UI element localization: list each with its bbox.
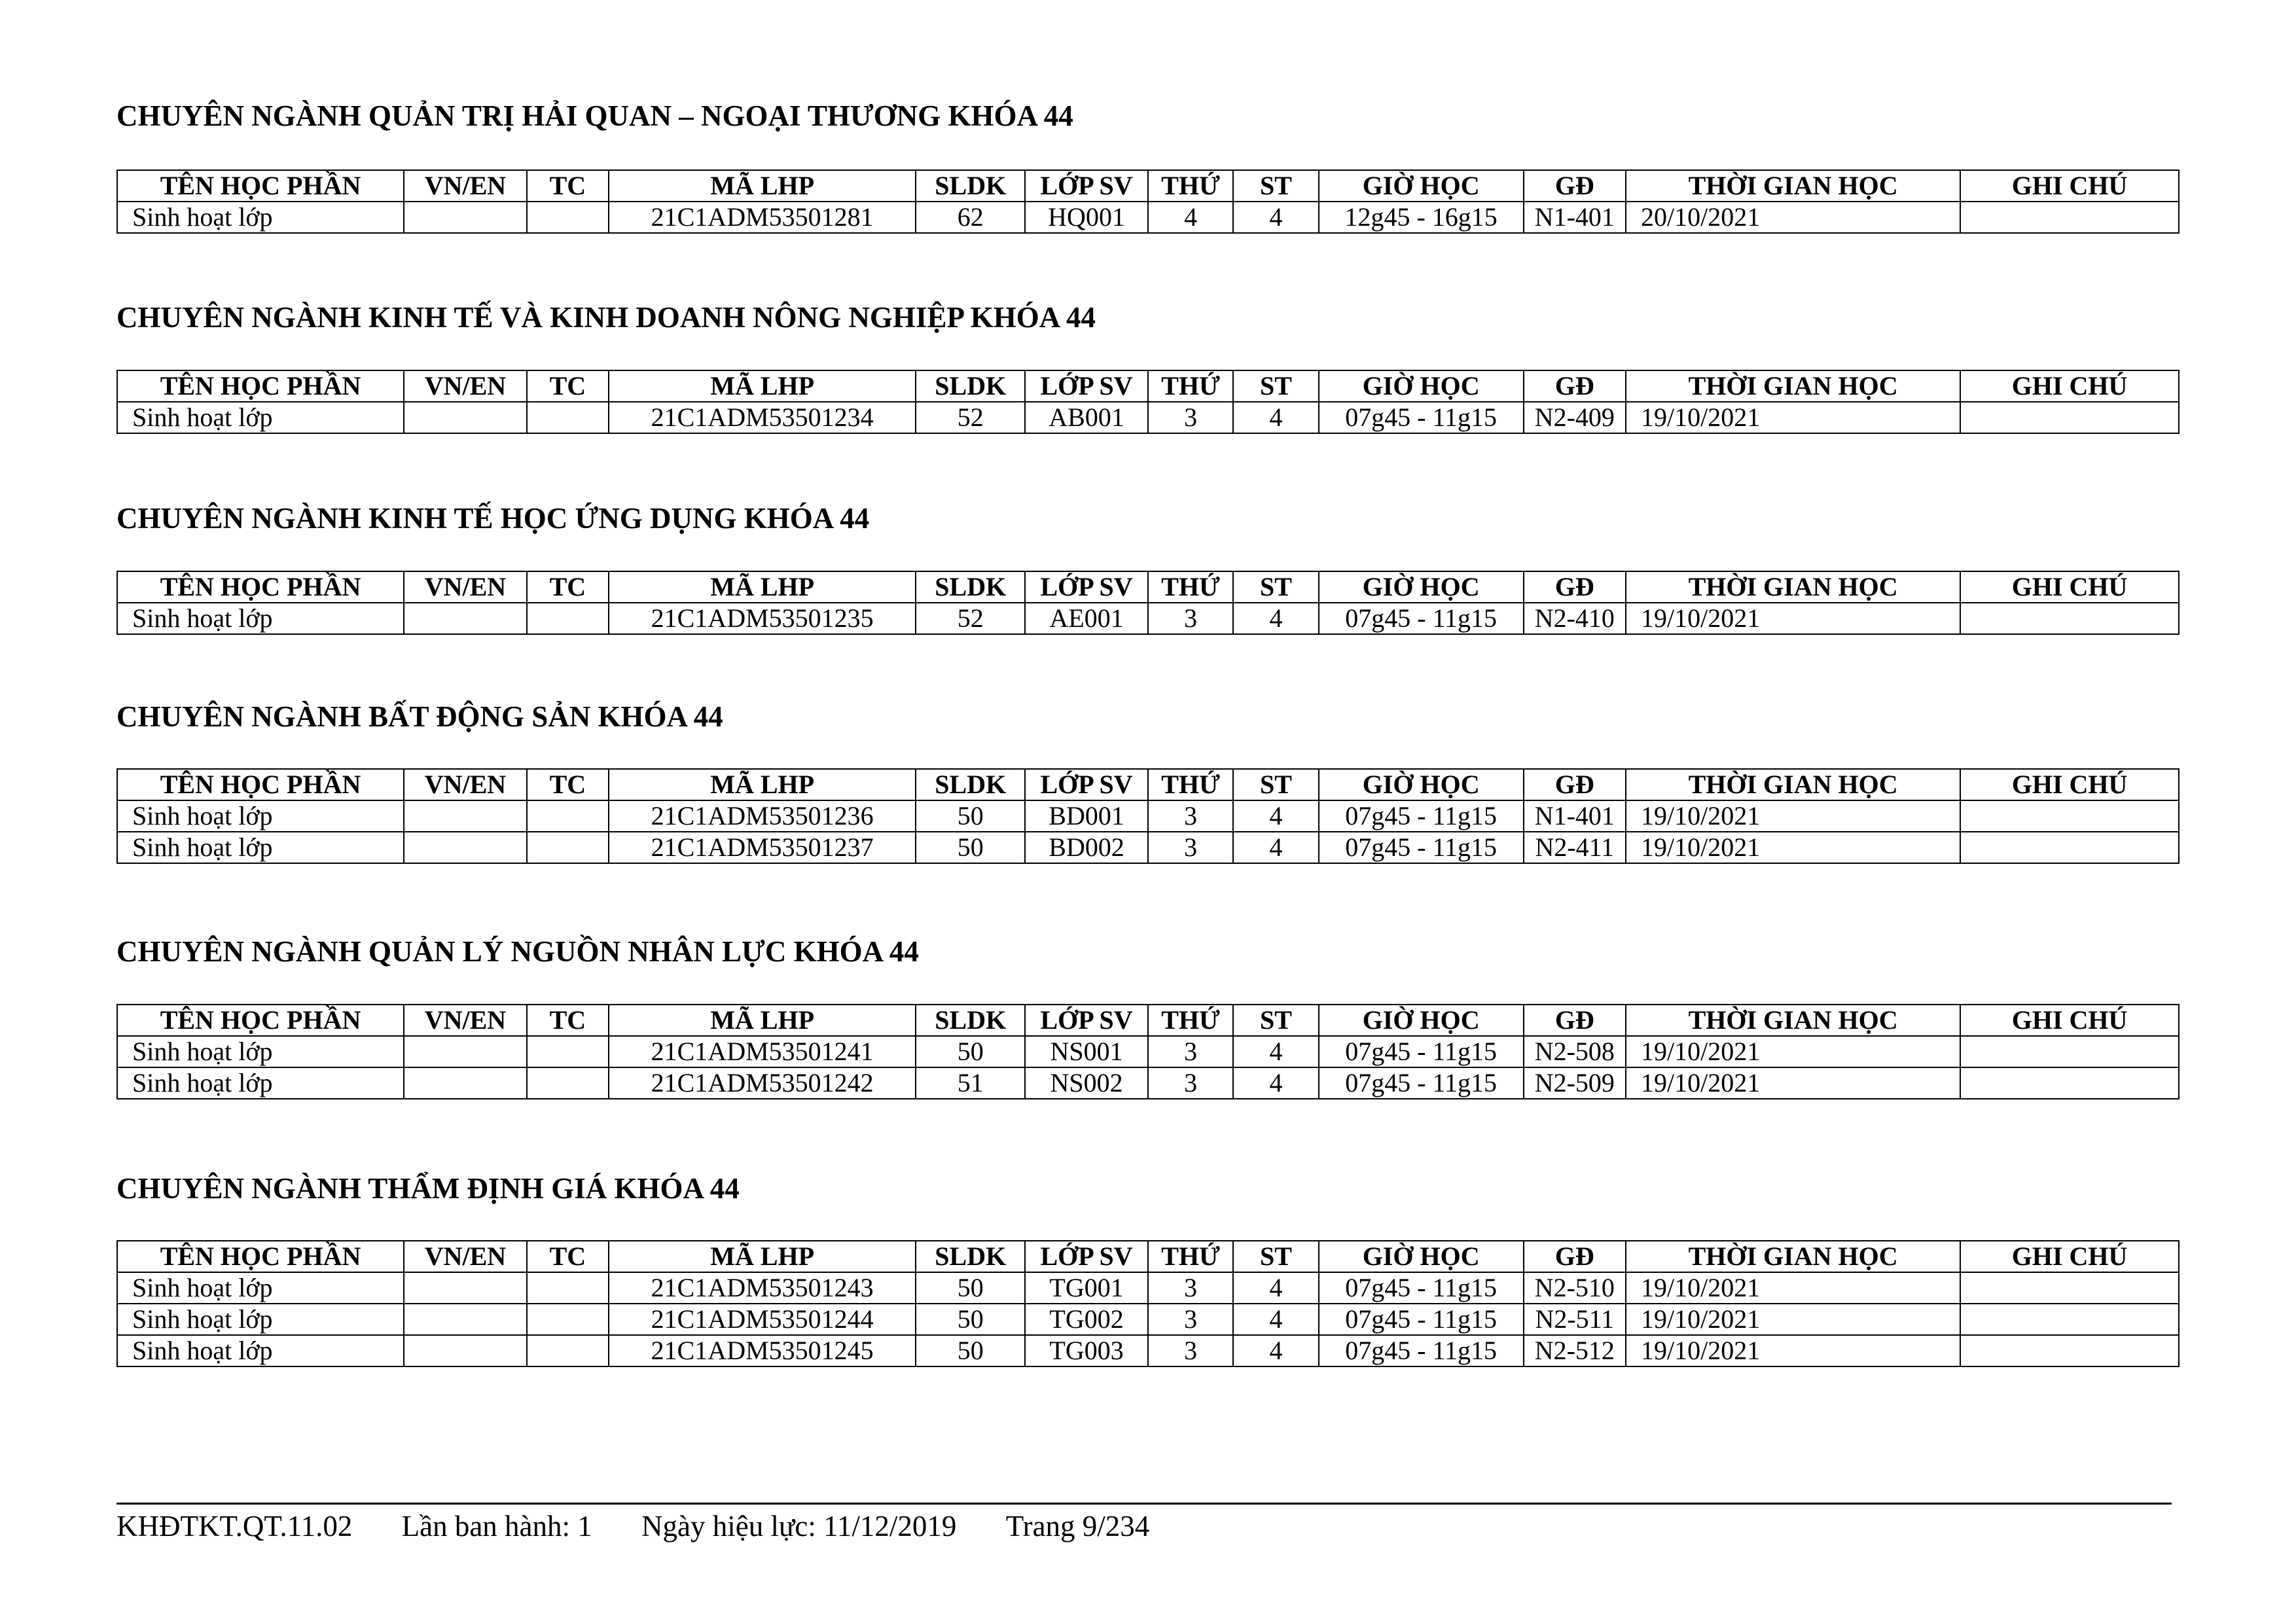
cell-course-name: Sinh hoạt lớp xyxy=(117,832,404,863)
column-header-study-date: THỜI GIAN HỌC xyxy=(1626,571,1960,603)
column-header-periods: ST xyxy=(1233,370,1318,402)
column-header-course-name: TÊN HỌC PHẦN xyxy=(117,1241,404,1272)
cell-course-name: Sinh hoạt lớp xyxy=(117,1304,404,1335)
cell-weekday: 3 xyxy=(1148,800,1233,832)
column-header-language: VN/EN xyxy=(404,571,527,603)
column-header-course-name: TÊN HỌC PHẦN xyxy=(117,571,404,603)
cell-weekday: 3 xyxy=(1148,1304,1233,1335)
column-header-room: GĐ xyxy=(1524,571,1626,603)
cell-credits xyxy=(527,1272,609,1304)
cell-language xyxy=(404,1067,527,1099)
cell-weekday: 3 xyxy=(1148,1335,1233,1366)
cell-class-time: 12g45 - 16g15 xyxy=(1319,202,1524,233)
column-header-credits: TC xyxy=(527,571,609,603)
cell-credits xyxy=(527,1304,609,1335)
cell-credits xyxy=(527,202,609,233)
column-header-class-code: MÃ LHP xyxy=(609,170,916,202)
cell-periods: 4 xyxy=(1233,1335,1318,1366)
cell-class-code: 21C1ADM53501244 xyxy=(609,1304,916,1335)
page-footer xyxy=(117,1508,1149,1544)
cell-class-code: 21C1ADM53501235 xyxy=(609,603,916,634)
cell-language xyxy=(404,1304,527,1335)
cell-student-class: TG002 xyxy=(1025,1304,1148,1335)
column-header-course-name: TÊN HỌC PHẦN xyxy=(117,1005,404,1036)
section-title: CHUYÊN NGÀNH QUẢN LÝ NGUỒN NHÂN LỰC KHÓA 44 xyxy=(117,935,919,968)
column-header-notes: GHI CHÚ xyxy=(1960,1005,2179,1036)
cell-notes xyxy=(1960,202,2179,233)
cell-study-date: 19/10/2021 xyxy=(1626,1272,1960,1304)
cell-student-class: AE001 xyxy=(1025,603,1148,634)
column-header-periods: ST xyxy=(1233,1005,1318,1036)
column-header-weekday: THỨ xyxy=(1148,571,1233,603)
column-header-room: GĐ xyxy=(1524,1241,1626,1272)
column-header-class-code: MÃ LHP xyxy=(609,1241,916,1272)
column-header-periods: ST xyxy=(1233,1241,1318,1272)
column-header-enrollment: SLDK xyxy=(916,1241,1025,1272)
cell-credits xyxy=(527,832,609,863)
section-title: CHUYÊN NGÀNH KINH TẾ HỌC ỨNG DỤNG KHÓA 44 xyxy=(117,502,870,535)
cell-study-date: 19/10/2021 xyxy=(1626,1067,1960,1099)
section-title: CHUYÊN NGÀNH BẤT ĐỘNG SẢN KHÓA 44 xyxy=(117,700,723,733)
column-header-course-name: TÊN HỌC PHẦN xyxy=(117,370,404,402)
cell-notes xyxy=(1960,800,2179,832)
column-header-class-time: GIỜ HỌC xyxy=(1319,571,1524,603)
column-header-class-time: GIỜ HỌC xyxy=(1319,1241,1524,1272)
cell-periods: 4 xyxy=(1233,202,1318,233)
cell-enrollment: 50 xyxy=(916,800,1025,832)
cell-enrollment: 50 xyxy=(916,832,1025,863)
cell-credits xyxy=(527,1036,609,1067)
schedule-table xyxy=(117,571,2179,635)
effective-date: Ngày hiệu lực: 11/12/2019 xyxy=(641,1510,957,1543)
cell-class-code: 21C1ADM53501236 xyxy=(609,800,916,832)
cell-notes xyxy=(1960,1335,2179,1366)
cell-periods: 4 xyxy=(1233,402,1318,433)
cell-study-date: 19/10/2021 xyxy=(1626,832,1960,863)
section-title: CHUYÊN NGÀNH QUẢN TRỊ HẢI QUAN – NGOẠI THƯƠNG KHÓA 44 xyxy=(117,99,1073,132)
cell-periods: 4 xyxy=(1233,1304,1318,1335)
cell-class-time: 07g45 - 11g15 xyxy=(1319,1036,1524,1067)
cell-student-class: TG001 xyxy=(1025,1272,1148,1304)
cell-credits xyxy=(527,603,609,634)
cell-enrollment: 52 xyxy=(916,402,1025,433)
cell-notes xyxy=(1960,1036,2179,1067)
cell-class-code: 21C1ADM53501242 xyxy=(609,1067,916,1099)
cell-room: N2-509 xyxy=(1524,1067,1626,1099)
cell-enrollment: 50 xyxy=(916,1036,1025,1067)
cell-enrollment: 50 xyxy=(916,1272,1025,1304)
column-header-periods: ST xyxy=(1233,571,1318,603)
cell-course-name: Sinh hoạt lớp xyxy=(117,1272,404,1304)
cell-room: N2-411 xyxy=(1524,832,1626,863)
table-row xyxy=(117,1272,2179,1304)
cell-language xyxy=(404,1272,527,1304)
column-header-notes: GHI CHÚ xyxy=(1960,571,2179,603)
column-header-notes: GHI CHÚ xyxy=(1960,1241,2179,1272)
table-header-row xyxy=(117,769,2179,800)
cell-course-name: Sinh hoạt lớp xyxy=(117,1335,404,1366)
cell-credits xyxy=(527,402,609,433)
column-header-course-name: TÊN HỌC PHẦN xyxy=(117,170,404,202)
cell-study-date: 20/10/2021 xyxy=(1626,202,1960,233)
cell-class-code: 21C1ADM53501281 xyxy=(609,202,916,233)
column-header-weekday: THỨ xyxy=(1148,769,1233,800)
cell-language xyxy=(404,603,527,634)
schedule-table xyxy=(117,1004,2179,1099)
cell-room: N1-401 xyxy=(1524,202,1626,233)
column-header-notes: GHI CHÚ xyxy=(1960,170,2179,202)
cell-enrollment: 51 xyxy=(916,1067,1025,1099)
cell-enrollment: 50 xyxy=(916,1304,1025,1335)
column-header-class-time: GIỜ HỌC xyxy=(1319,170,1524,202)
column-header-enrollment: SLDK xyxy=(916,1005,1025,1036)
cell-course-name: Sinh hoạt lớp xyxy=(117,800,404,832)
column-header-room: GĐ xyxy=(1524,769,1626,800)
table-row xyxy=(117,202,2179,233)
column-header-weekday: THỨ xyxy=(1148,370,1233,402)
cell-class-time: 07g45 - 11g15 xyxy=(1319,402,1524,433)
cell-notes xyxy=(1960,1272,2179,1304)
column-header-course-name: TÊN HỌC PHẦN xyxy=(117,769,404,800)
column-header-study-date: THỜI GIAN HỌC xyxy=(1626,370,1960,402)
column-header-class-code: MÃ LHP xyxy=(609,769,916,800)
cell-course-name: Sinh hoạt lớp xyxy=(117,1067,404,1099)
table-header-row xyxy=(117,1005,2179,1036)
cell-room: N2-511 xyxy=(1524,1304,1626,1335)
column-header-language: VN/EN xyxy=(404,1241,527,1272)
section-title: CHUYÊN NGÀNH KINH TẾ VÀ KINH DOANH NÔNG NGHIỆP KHÓA 44 xyxy=(117,301,1096,334)
cell-weekday: 3 xyxy=(1148,1036,1233,1067)
cell-credits xyxy=(527,1067,609,1099)
cell-room: N2-410 xyxy=(1524,603,1626,634)
cell-notes xyxy=(1960,603,2179,634)
cell-room: N2-508 xyxy=(1524,1036,1626,1067)
cell-enrollment: 62 xyxy=(916,202,1025,233)
cell-weekday: 3 xyxy=(1148,1067,1233,1099)
table-row xyxy=(117,1335,2179,1366)
cell-periods: 4 xyxy=(1233,832,1318,863)
cell-language xyxy=(404,202,527,233)
column-header-room: GĐ xyxy=(1524,370,1626,402)
cell-class-code: 21C1ADM53501245 xyxy=(609,1335,916,1366)
column-header-room: GĐ xyxy=(1524,1005,1626,1036)
cell-course-name: Sinh hoạt lớp xyxy=(117,202,404,233)
cell-weekday: 3 xyxy=(1148,832,1233,863)
footer-divider xyxy=(117,1503,2172,1505)
cell-weekday: 3 xyxy=(1148,603,1233,634)
cell-study-date: 19/10/2021 xyxy=(1626,800,1960,832)
cell-credits xyxy=(527,1335,609,1366)
column-header-class-time: GIỜ HỌC xyxy=(1319,1005,1524,1036)
document-code: KHĐTKT.QT.11.02 xyxy=(117,1510,353,1543)
column-header-language: VN/EN xyxy=(404,370,527,402)
column-header-periods: ST xyxy=(1233,170,1318,202)
column-header-notes: GHI CHÚ xyxy=(1960,769,2179,800)
cell-enrollment: 52 xyxy=(916,603,1025,634)
column-header-enrollment: SLDK xyxy=(916,571,1025,603)
cell-class-code: 21C1ADM53501243 xyxy=(609,1272,916,1304)
cell-course-name: Sinh hoạt lớp xyxy=(117,402,404,433)
column-header-study-date: THỜI GIAN HỌC xyxy=(1626,1005,1960,1036)
cell-notes xyxy=(1960,1067,2179,1099)
schedule-table xyxy=(117,768,2179,864)
cell-language xyxy=(404,1036,527,1067)
column-header-credits: TC xyxy=(527,170,609,202)
cell-class-code: 21C1ADM53501237 xyxy=(609,832,916,863)
issue-number: Lần ban hành: 1 xyxy=(401,1510,592,1543)
cell-class-time: 07g45 - 11g15 xyxy=(1319,1272,1524,1304)
cell-study-date: 19/10/2021 xyxy=(1626,1036,1960,1067)
cell-language xyxy=(404,832,527,863)
schedule-table xyxy=(117,169,2179,234)
schedule-table xyxy=(117,370,2179,434)
cell-weekday: 4 xyxy=(1148,202,1233,233)
column-header-weekday: THỨ xyxy=(1148,1005,1233,1036)
cell-student-class: TG003 xyxy=(1025,1335,1148,1366)
cell-periods: 4 xyxy=(1233,800,1318,832)
cell-room: N1-401 xyxy=(1524,800,1626,832)
column-header-enrollment: SLDK xyxy=(916,170,1025,202)
cell-room: N2-512 xyxy=(1524,1335,1626,1366)
column-header-class-code: MÃ LHP xyxy=(609,370,916,402)
cell-class-time: 07g45 - 11g15 xyxy=(1319,1304,1524,1335)
cell-weekday: 3 xyxy=(1148,402,1233,433)
table-header-row xyxy=(117,571,2179,603)
cell-notes xyxy=(1960,1304,2179,1335)
cell-student-class: AB001 xyxy=(1025,402,1148,433)
column-header-room: GĐ xyxy=(1524,170,1626,202)
table-header-row xyxy=(117,370,2179,402)
column-header-class-code: MÃ LHP xyxy=(609,1005,916,1036)
cell-study-date: 19/10/2021 xyxy=(1626,1304,1960,1335)
column-header-student-class: LỚP SV xyxy=(1025,769,1148,800)
cell-study-date: 19/10/2021 xyxy=(1626,402,1960,433)
cell-class-code: 21C1ADM53501234 xyxy=(609,402,916,433)
table-row xyxy=(117,1036,2179,1067)
cell-periods: 4 xyxy=(1233,603,1318,634)
cell-notes xyxy=(1960,402,2179,433)
column-header-credits: TC xyxy=(527,1005,609,1036)
cell-student-class: BD001 xyxy=(1025,800,1148,832)
cell-credits xyxy=(527,800,609,832)
cell-notes xyxy=(1960,832,2179,863)
table-header-row xyxy=(117,1241,2179,1272)
column-header-student-class: LỚP SV xyxy=(1025,571,1148,603)
column-header-study-date: THỜI GIAN HỌC xyxy=(1626,769,1960,800)
column-header-credits: TC xyxy=(527,769,609,800)
column-header-language: VN/EN xyxy=(404,1005,527,1036)
cell-room: N2-510 xyxy=(1524,1272,1626,1304)
column-header-periods: ST xyxy=(1233,769,1318,800)
cell-student-class: BD002 xyxy=(1025,832,1148,863)
table-row xyxy=(117,603,2179,634)
cell-enrollment: 50 xyxy=(916,1335,1025,1366)
cell-language xyxy=(404,402,527,433)
table-row xyxy=(117,800,2179,832)
column-header-notes: GHI CHÚ xyxy=(1960,370,2179,402)
column-header-study-date: THỜI GIAN HỌC xyxy=(1626,1241,1960,1272)
cell-class-time: 07g45 - 11g15 xyxy=(1319,603,1524,634)
table-row xyxy=(117,402,2179,433)
column-header-weekday: THỨ xyxy=(1148,1241,1233,1272)
column-header-enrollment: SLDK xyxy=(916,769,1025,800)
column-header-class-time: GIỜ HỌC xyxy=(1319,769,1524,800)
column-header-student-class: LỚP SV xyxy=(1025,170,1148,202)
column-header-credits: TC xyxy=(527,370,609,402)
cell-class-time: 07g45 - 11g15 xyxy=(1319,832,1524,863)
column-header-student-class: LỚP SV xyxy=(1025,1005,1148,1036)
cell-student-class: NS002 xyxy=(1025,1067,1148,1099)
cell-periods: 4 xyxy=(1233,1067,1318,1099)
column-header-study-date: THỜI GIAN HỌC xyxy=(1626,170,1960,202)
cell-periods: 4 xyxy=(1233,1272,1318,1304)
column-header-enrollment: SLDK xyxy=(916,370,1025,402)
column-header-class-code: MÃ LHP xyxy=(609,571,916,603)
cell-class-time: 07g45 - 11g15 xyxy=(1319,1335,1524,1366)
column-header-weekday: THỨ xyxy=(1148,170,1233,202)
column-header-student-class: LỚP SV xyxy=(1025,1241,1148,1272)
column-header-credits: TC xyxy=(527,1241,609,1272)
cell-student-class: HQ001 xyxy=(1025,202,1148,233)
table-row xyxy=(117,1067,2179,1099)
table-row xyxy=(117,1304,2179,1335)
cell-language xyxy=(404,800,527,832)
cell-language xyxy=(404,1335,527,1366)
cell-weekday: 3 xyxy=(1148,1272,1233,1304)
table-row xyxy=(117,832,2179,863)
cell-class-time: 07g45 - 11g15 xyxy=(1319,800,1524,832)
cell-room: N2-409 xyxy=(1524,402,1626,433)
cell-periods: 4 xyxy=(1233,1036,1318,1067)
cell-study-date: 19/10/2021 xyxy=(1626,603,1960,634)
section-title: CHUYÊN NGÀNH THẨM ĐỊNH GIÁ KHÓA 44 xyxy=(117,1172,740,1205)
cell-study-date: 19/10/2021 xyxy=(1626,1335,1960,1366)
cell-course-name: Sinh hoạt lớp xyxy=(117,1036,404,1067)
cell-student-class: NS001 xyxy=(1025,1036,1148,1067)
cell-class-code: 21C1ADM53501241 xyxy=(609,1036,916,1067)
table-header-row xyxy=(117,170,2179,202)
cell-class-time: 07g45 - 11g15 xyxy=(1319,1067,1524,1099)
cell-course-name: Sinh hoạt lớp xyxy=(117,603,404,634)
page-number: Trang 9/234 xyxy=(1005,1510,1150,1543)
column-header-language: VN/EN xyxy=(404,170,527,202)
column-header-language: VN/EN xyxy=(404,769,527,800)
column-header-class-time: GIỜ HỌC xyxy=(1319,370,1524,402)
schedule-table xyxy=(117,1240,2179,1367)
column-header-student-class: LỚP SV xyxy=(1025,370,1148,402)
